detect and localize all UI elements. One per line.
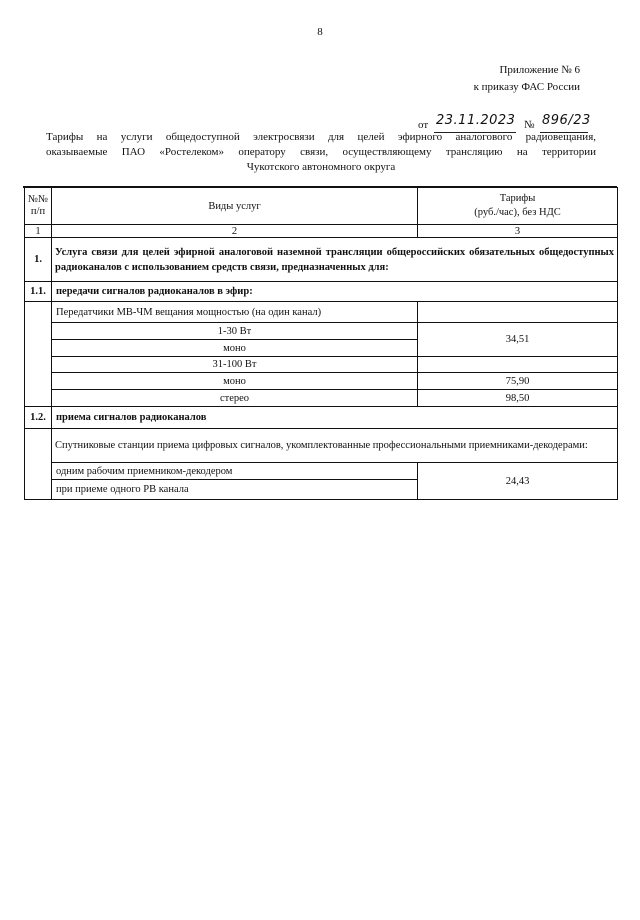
subsection-12-text: приема сигналов радиоканалов <box>52 407 618 429</box>
stations-label: Спутниковые станции приема цифровых сигналов, укомплектованные профессиональными приемниками-декодерами: <box>52 429 618 463</box>
title-line-2: оказываемые ПАО «Ростелеком» оператору связи, осуществляющему трансляцию на территории <box>46 146 596 158</box>
document-title <box>46 130 596 175</box>
section-1-row <box>25 238 618 282</box>
tariff-table <box>24 187 618 500</box>
index-cell-3: 3 <box>418 225 618 238</box>
stereo-2-label: стерео <box>52 390 418 407</box>
receiver-value: 24,43 <box>418 463 618 500</box>
subsection-12-num-spacer <box>25 429 52 500</box>
index-cell-1: 1 <box>25 225 52 238</box>
subsection-12-num: 1.2. <box>25 407 52 429</box>
section-1-num: 1. <box>25 238 52 282</box>
order-date: 23.11.2023 <box>436 113 516 128</box>
header-service: Виды услуг <box>52 188 418 225</box>
index-row <box>25 225 618 238</box>
transmitters-row <box>25 302 618 323</box>
subsection-11-row <box>25 282 618 302</box>
title-line-1: Тарифы на услуги общедоступной электросвязи для целей эфирного аналогового радиовещания, <box>46 131 596 143</box>
mono-1-label: моно <box>52 340 418 357</box>
transmitters-value-empty <box>418 302 618 323</box>
index-cell-2: 2 <box>52 225 418 238</box>
subsection-12-row <box>25 407 618 429</box>
appendix-order-ref: к приказу ФАС России <box>473 81 580 93</box>
power-2-row <box>25 357 618 373</box>
receiver-row <box>25 463 618 480</box>
subsection-11-text: передачи сигналов радиоканалов в эфир: <box>52 282 618 302</box>
stations-row <box>25 429 618 463</box>
number-label: № <box>524 119 535 131</box>
header-tariff <box>418 188 618 225</box>
mono-2-value: 75,90 <box>418 373 618 390</box>
channel-label: при приеме одного РВ канала <box>52 480 418 500</box>
power-1-row <box>25 323 618 340</box>
header-tariff-line2: (руб./час), без НДС <box>474 207 561 218</box>
receiver-label: одним рабочим приемником-декодером <box>52 463 418 480</box>
stereo-2-row <box>25 390 618 407</box>
mono-2-row <box>25 373 618 390</box>
title-line-3: Чукотского автономного округа <box>246 161 396 173</box>
header-num: №№ п/п <box>25 188 52 225</box>
header-tariff-line1: Тарифы <box>499 193 536 204</box>
mono-2-label: моно <box>52 373 418 390</box>
order-number: 896/23 <box>542 113 591 128</box>
from-label: от <box>418 119 429 131</box>
section-1-text: Услуга связи для целей эфирной аналоговой наземной трансляции общероссийских обязательных общедоступных радиоканалов с использованием средств связи, предназначенных для: <box>52 238 618 282</box>
power-2-label: 31-100 Вт <box>52 357 418 373</box>
stereo-2-value: 98,50 <box>418 390 618 407</box>
transmitters-label: Передатчики МВ-ЧМ вещания мощностью (на один канал) <box>52 302 418 323</box>
appendix-number: Приложение № 6 <box>499 64 580 76</box>
page-number: 8 <box>317 26 323 38</box>
power-1-label: 1-30 Вт <box>52 323 418 340</box>
power-2-value-empty <box>418 357 618 373</box>
subsection-11-num-spacer <box>25 302 52 407</box>
header-row <box>25 188 618 225</box>
subsection-11-num: 1.1. <box>25 282 52 302</box>
appendix-header <box>380 62 580 96</box>
power-1-value: 34,51 <box>418 323 618 357</box>
